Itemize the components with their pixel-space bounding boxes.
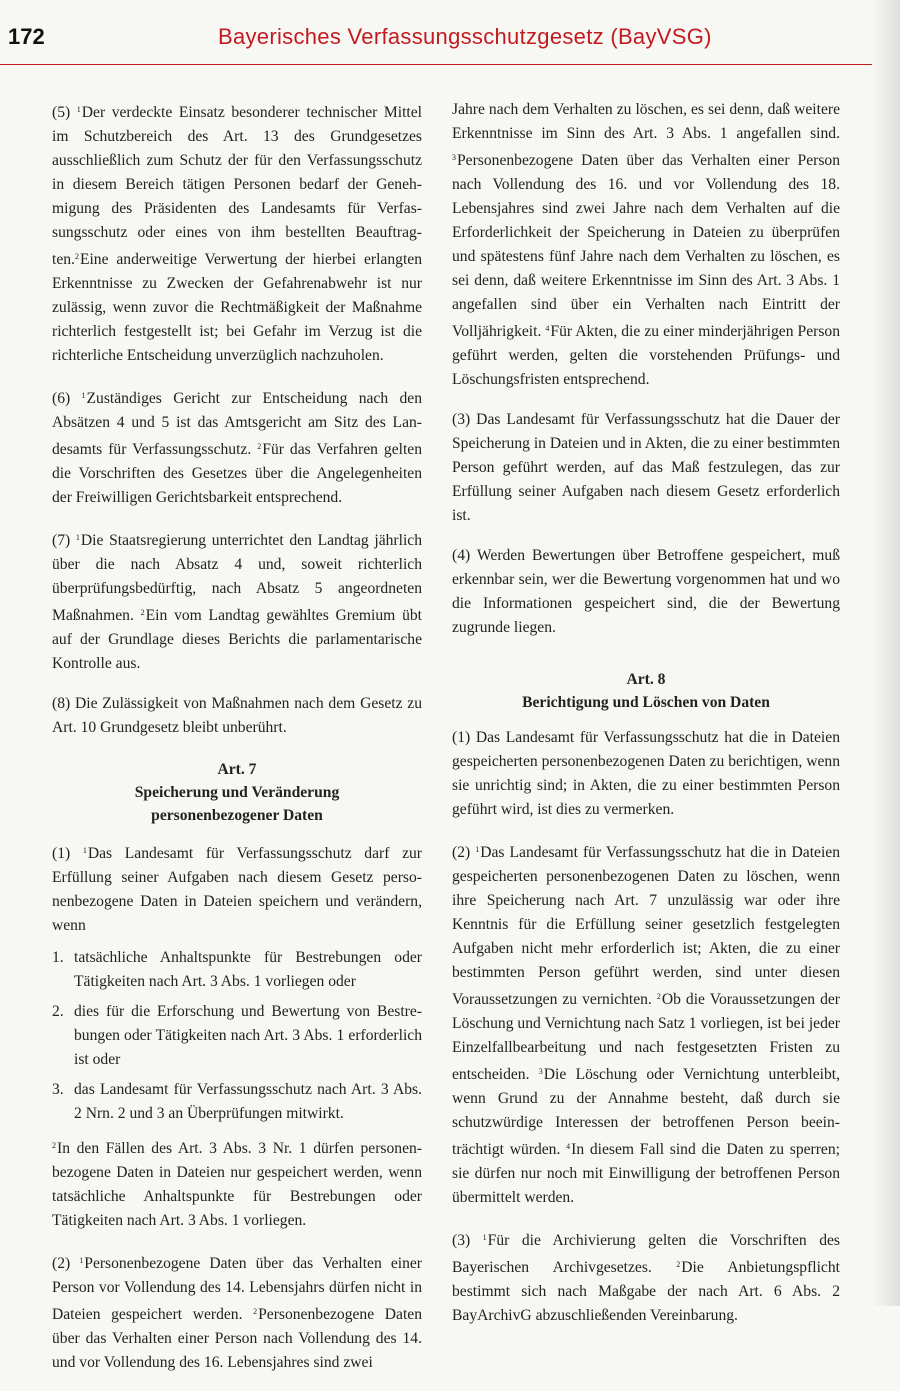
header-rule <box>0 64 872 65</box>
paragraph-7-3: (3) Das Landesamt für Verfassungsschutz hat die Dauer der Speicherung in Dateien und in Akten, die zu einer bestimmten Person geführt werden, auf das Maß festzulegen, das zur Erfüllung seiner Aufgaben nach diesem Gesetz erforderlich ist. <box>452 411 841 524</box>
article-8-number: Art. 8 <box>626 671 666 688</box>
article-7-title-line-2: personenbezogener Daten <box>151 807 323 824</box>
article-8-title: Berichtigung und Löschen von Daten <box>522 694 770 711</box>
paragraph-7-1: (1) $^1$Das Landesamt für Verfassungsschutz darf zur Erfüllung seiner Aufgaben nach diesem Gesetz personenbezogene Daten in Dateien speichern und verändern, wenn <box>52 845 422 934</box>
page-header <box>0 0 900 68</box>
article-7-title-line-1: Speicherung und Veränderung <box>134 784 340 801</box>
paragraph-8-3: (3) $^1$Für die Archivierung gelten die Vorschriften des Bayerischen Archivgesetzes. $^2$Die Anbietungspflicht bestimmt sich nach Maßgabe der nach Art. 6 Abs. 2 BayArchivG abzuschließenden Vereinbarung. <box>452 1232 840 1324</box>
article-7-heading <box>52 758 422 827</box>
list-item: 2. dies für die Erforschung und Bewertung von Bestrebungen oder Tätigkeiten nach Art. 3 Abs. 1 erforderlich ist oder <box>52 1003 422 1068</box>
paragraph-6-7: (7) $^1$Die Staatsregierung unterrichtet den Landtag jährlich über die nach Absatz 4 und, soweit richterlich überprüfungsbedürftig, nach Absatz 5 angeordneten Maßnahmen. $^2$Ein vom Landtag gewähltes Gremium übt auf der Grundlage dieses Berichts die parlamentarische Kontrolle aus. <box>52 532 422 672</box>
page-number: 172 <box>8 24 45 49</box>
article-7-number: Art. 7 <box>217 761 257 778</box>
list-item: 3. das Landesamt für Verfassungsschutz nach Art. 3 Abs. 2 Nrn. 2 und 3 an Überprüfungen mitwirkt. <box>52 1081 422 1122</box>
paragraph-7-2-continued: Jahre nach dem Verhalten zu löschen, es sei denn, daß weitere Erkenntnisse im Sinn des Art. 3 Abs. 1 angefallen sind. $^3$Personenbezogene Daten über das Verhalten einer Person nach Vollendung des 16. und vor Vollendung des 18. Lebensjahres sind zwei Jahre nach dem Verhalten auf die Erforderlichkeit der Speicherung in Dateien zu überprüfen und spätestens fünf Jahre nach dem Verhalten zu löschen, es sei denn, daß weitere Erkenntnisse im Sinn des Art. 3 Abs. 1 angefallen sind über ein Verhalten nach Eintritt der Volljährigkeit. $^4$Für Akten, die zu einer minderjährigen Person geführt werden, gelten die vorstehenden Prüfungs- und Löschungsfristen entsprechend. <box>452 101 840 388</box>
page-edge-shadow <box>872 0 900 1306</box>
paragraph-6-8: (8) Die Zulässigkeit von Maßnahmen nach dem Gesetz zu Art. 10 Grundgesetz bleibt unberührt. <box>52 695 422 736</box>
list-item: 1. tatsächliche Anhaltspunkte für Bestrebungen oder Tätigkeiten nach Art. 3 Abs. 1 vorliegen oder <box>52 949 422 990</box>
article-7-conditions-list <box>52 946 422 1126</box>
left-column <box>52 98 422 1391</box>
right-column <box>452 98 840 1344</box>
paragraph-6-5: (5) $^1$Der verdeckte Einsatz besonderer technischer Mittel im Schutzbereich des Art. 13 des Grundgesetzes ausschließlich zum Schutz der für den Verfassungsschutz in diesem Bereich tätigen Personen bedarf der Genehmigung des Präsidenten des Landesamts für Verfassungsschutz oder eines von ihm bestellten Beauftragten.$^2$Eine anderweitige Verwertung der hierbei erlangten Erkenntnisse zu Zwecken der Gefahrenabwehr ist nur zulässig, wenn zuvor die Rechtmäßigkeit der Maßnahme richterlich festgestellt ist; bei Gefahr im Verzug ist die richterliche Entscheidung unverzüglich nachzuholen. <box>52 104 423 364</box>
paragraph-7-1-sentence-2: $^2$In den Fällen des Art. 3 Abs. 3 Nr. 1 dürfen personenbezogene Daten in Dateien nur gespeichert werden, wenn tatsächliche Anhaltspunkte für Bestrebungen oder Tätigkeiten nach Art. 3 Abs. 1 vorliegen. <box>52 1140 422 1229</box>
paragraph-7-2: (2) $^1$Personenbezogene Daten über das Verhalten einer Person vor Vollendung des 14. Lebensjahrs dürfen nicht in Dateien gespeichert werden. $^2$Personenbezogene Daten über das Verhalten einer Person nach Vollendung des 14. und vor Vollendung des 16. Lebensjahres sind zwei <box>52 1255 423 1371</box>
paragraph-8-1: (1) Das Landesamt für Verfassungsschutz hat die in Dateien gespeicherten personenbezogenen Daten zu berichtigen, wenn sie unrichtig sind; in Akten, die zu einer bestimmten Person geführt wird, ist dies zu vermerken. <box>452 729 840 818</box>
paragraph-6-6: (6) $^1$Zuständiges Gericht zur Entscheidung nach den Absätzen 4 und 5 ist das Amtsgericht am Sitz des Landesamts für Verfassungsschutz. $^2$Für das Verfahren gelten die Vorschriften des Gesetzes über die Angelegenheiten der Freiwilligen Gerichtsbarkeit entsprechend. <box>52 390 423 506</box>
article-8-heading <box>452 668 840 714</box>
paragraph-7-4: (4) Werden Bewertungen über Betroffene gespeichert, muß erkennbar sein, wer die Bewertung vorgenommen hat und wo die Informationen gespeichert sind, die der Bewertung zugrunde liegen. <box>452 547 840 636</box>
paragraph-8-2: (2) $^1$Das Landesamt für Verfassungsschutz hat die in Dateien gespeicherten personenbezogenen Daten zu löschen, wenn ihre Speicherung nach Art. 7 unzulässig war oder ihre Kenntnis für die Erfüllung seiner gesetzlich festgelegten Aufgaben nicht mehr erforderlich ist; Akten, die zu einer bestimmten Person geführt werden, sind unter diesen Voraussetzungen zu vernichten. $^2$Ob die Voraussetzungen der Löschung und Vernichtung nach Satz 1 vorliegen, ist bei jeder Einzelfallbearbeitung und nach festgesetzten Fristen zu entscheiden. $^3$Die Löschung oder Vernichtung unterbleibt, wenn Grund zu der Annahme besteht, daß durch sie schutzwürdige Interessen der betroffenen Person beeinträchtigt würden. $^4$In diesem Fall sind die Daten zu sperren; sie dürfen nur noch mit Einwilligung der betroffenen Person übermittelt werden. <box>452 844 840 1206</box>
running-title: Bayerisches Verfassungsschutzgesetz (BayVSG) <box>218 24 712 49</box>
